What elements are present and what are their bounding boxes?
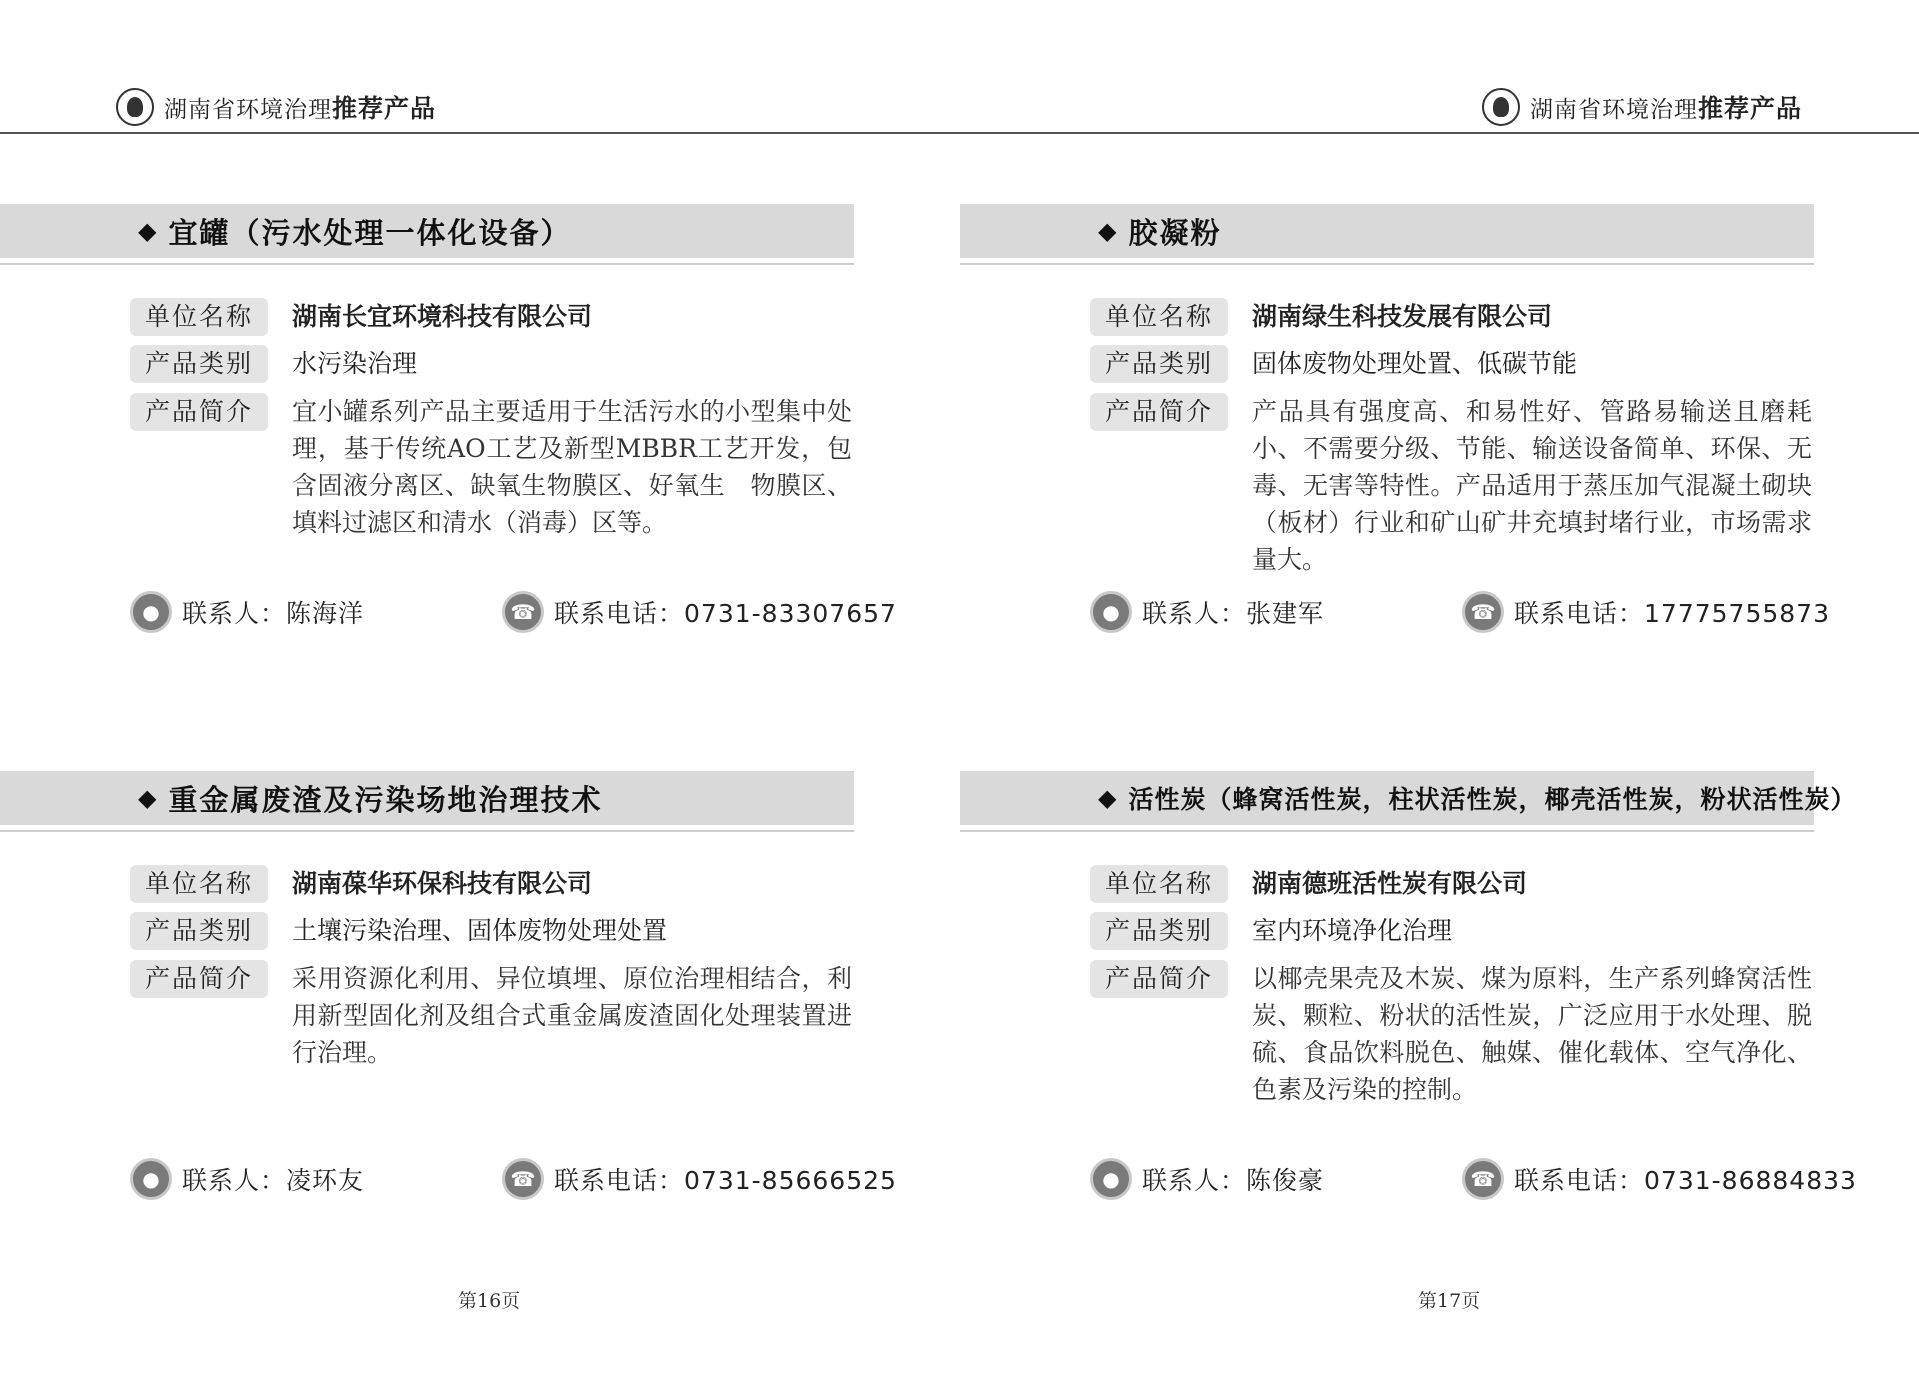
company-row: [130, 298, 592, 336]
person-icon: ●: [130, 1158, 172, 1200]
product-title: 活性炭（蜂窝活性炭，柱状活性炭，椰壳活性炭，粉状活性炭）: [1128, 785, 1857, 814]
category-row: [130, 912, 667, 950]
phone-number: 0731-86884833: [1644, 1166, 1857, 1195]
phone-number: 0731-85666525: [684, 1166, 897, 1195]
contact-person: ● 联系人：陈俊豪: [1090, 1158, 1324, 1200]
diamond-icon: ◆: [1098, 784, 1117, 812]
person-icon: ●: [1090, 591, 1132, 633]
intro-label: 产品简介: [1090, 393, 1228, 431]
logo-icon: [1482, 88, 1520, 126]
phone-number: 0731-83307657: [684, 599, 897, 628]
category-value: 室内环境净化治理: [1252, 916, 1453, 945]
intro-label: 产品简介: [1090, 960, 1228, 998]
product-title: 宜罐（污水处理一体化设备）: [168, 215, 572, 250]
category-value: 固体废物处理处置、低碳节能: [1252, 349, 1578, 378]
header-divider: [0, 132, 1919, 134]
intro-row: [1090, 960, 1812, 1108]
contact-person: ● 联系人：陈海洋: [130, 591, 364, 633]
person-icon: ●: [1090, 1158, 1132, 1200]
phone-icon: ☎: [502, 1158, 544, 1200]
company-row: [1090, 865, 1527, 903]
contact-name: 张建军: [1246, 599, 1325, 628]
unit-label: 单位名称: [1090, 298, 1228, 336]
contact-phone: ☎ 联系电话：0731-86884833: [1462, 1158, 1857, 1200]
phone-icon: ☎: [502, 591, 544, 633]
intro-label: 产品简介: [130, 960, 268, 998]
company-name: 湖南长宜环境科技有限公司: [292, 302, 593, 331]
intro-row: [130, 393, 852, 541]
company-name: 湖南葆华环保科技有限公司: [292, 869, 593, 898]
phone-icon: ☎: [1462, 591, 1504, 633]
intro-label: 产品简介: [130, 393, 268, 431]
unit-label: 单位名称: [1090, 865, 1228, 903]
logo-icon: [116, 88, 154, 126]
page-number-right: 第17页: [1418, 1290, 1481, 1312]
category-label: 产品类别: [1090, 912, 1228, 950]
contact-name: 凌环友: [286, 1166, 365, 1195]
intro-row: [130, 960, 852, 1071]
header-title: 湖南省环境治理推荐产品: [164, 94, 437, 123]
contact-person: ● 联系人：张建军: [1090, 591, 1324, 633]
header-title: 湖南省环境治理推荐产品: [1530, 94, 1803, 123]
intro-text: 宜小罐系列产品主要适用于生活污水的小型集中处理，基于传统AO工艺及新型MBBR工艺开发，包含固液分离区、缺氧生物膜区、好氧生 物膜区、填料过滤区和清水（消毒）区等。: [292, 397, 852, 537]
contact-phone: ☎ 联系电话：0731-85666525: [502, 1158, 897, 1200]
contact-phone: ☎ 联系电话：17775755873: [1462, 591, 1830, 633]
person-icon: ●: [130, 591, 172, 633]
intro-text: 采用资源化利用、异位填埋、原位治理相结合，利用新型固化剂及组合式重金属废渣固化处理装置进行治理。: [292, 964, 852, 1067]
product-title-bar: [0, 771, 854, 825]
company-name: 湖南绿生科技发展有限公司: [1252, 302, 1553, 331]
phone-icon: ☎: [1462, 1158, 1504, 1200]
category-label: 产品类别: [1090, 345, 1228, 383]
page-number-left: 第16页: [458, 1290, 521, 1312]
diamond-icon: ◆: [138, 784, 157, 812]
intro-text: 以椰壳果壳及木炭、煤为原料，生产系列蜂窝活性炭、颗粒、粉状的活性炭，广泛应用于水处理、脱硫、食品饮料脱色、触媒、催化载体、空气净化、色素及污染的控制。: [1252, 964, 1812, 1104]
product-title-bar: [960, 204, 1814, 258]
company-name: 湖南德班活性炭有限公司: [1252, 869, 1528, 898]
category-value: 水污染治理: [292, 349, 418, 378]
contact-name: 陈海洋: [286, 599, 365, 628]
phone-number: 17775755873: [1644, 599, 1830, 628]
company-row: [130, 865, 592, 903]
contact-phone: ☎ 联系电话：0731-83307657: [502, 591, 897, 633]
product-title: 重金属废渣及污染场地治理技术: [168, 782, 603, 817]
category-value: 土壤污染治理、固体废物处理处置: [292, 916, 668, 945]
product-title-bar: [0, 204, 854, 258]
product-title-bar: [960, 771, 1857, 825]
category-label: 产品类别: [130, 345, 268, 383]
intro-text: 产品具有强度高、和易性好、管路易输送且磨耗小、不需要分级、节能、输送设备简单、环保、无毒、无害等特性。产品适用于蒸压加气混凝土砌块（板材）行业和矿山矿井充填封堵行业，市场需求量大。: [1252, 397, 1812, 574]
page-header-right: [1482, 88, 1802, 126]
diamond-icon: ◆: [1098, 217, 1117, 245]
diamond-icon: ◆: [138, 217, 157, 245]
category-row: [1090, 345, 1577, 383]
product-title: 胶凝粉: [1128, 215, 1222, 250]
unit-label: 单位名称: [130, 865, 268, 903]
intro-row: [1090, 393, 1812, 578]
contact-person: ● 联系人：凌环友: [130, 1158, 364, 1200]
unit-label: 单位名称: [130, 298, 268, 336]
page-header-left: [116, 88, 436, 126]
contact-name: 陈俊豪: [1246, 1166, 1325, 1195]
category-row: [130, 345, 417, 383]
category-row: [1090, 912, 1452, 950]
company-row: [1090, 298, 1552, 336]
category-label: 产品类别: [130, 912, 268, 950]
